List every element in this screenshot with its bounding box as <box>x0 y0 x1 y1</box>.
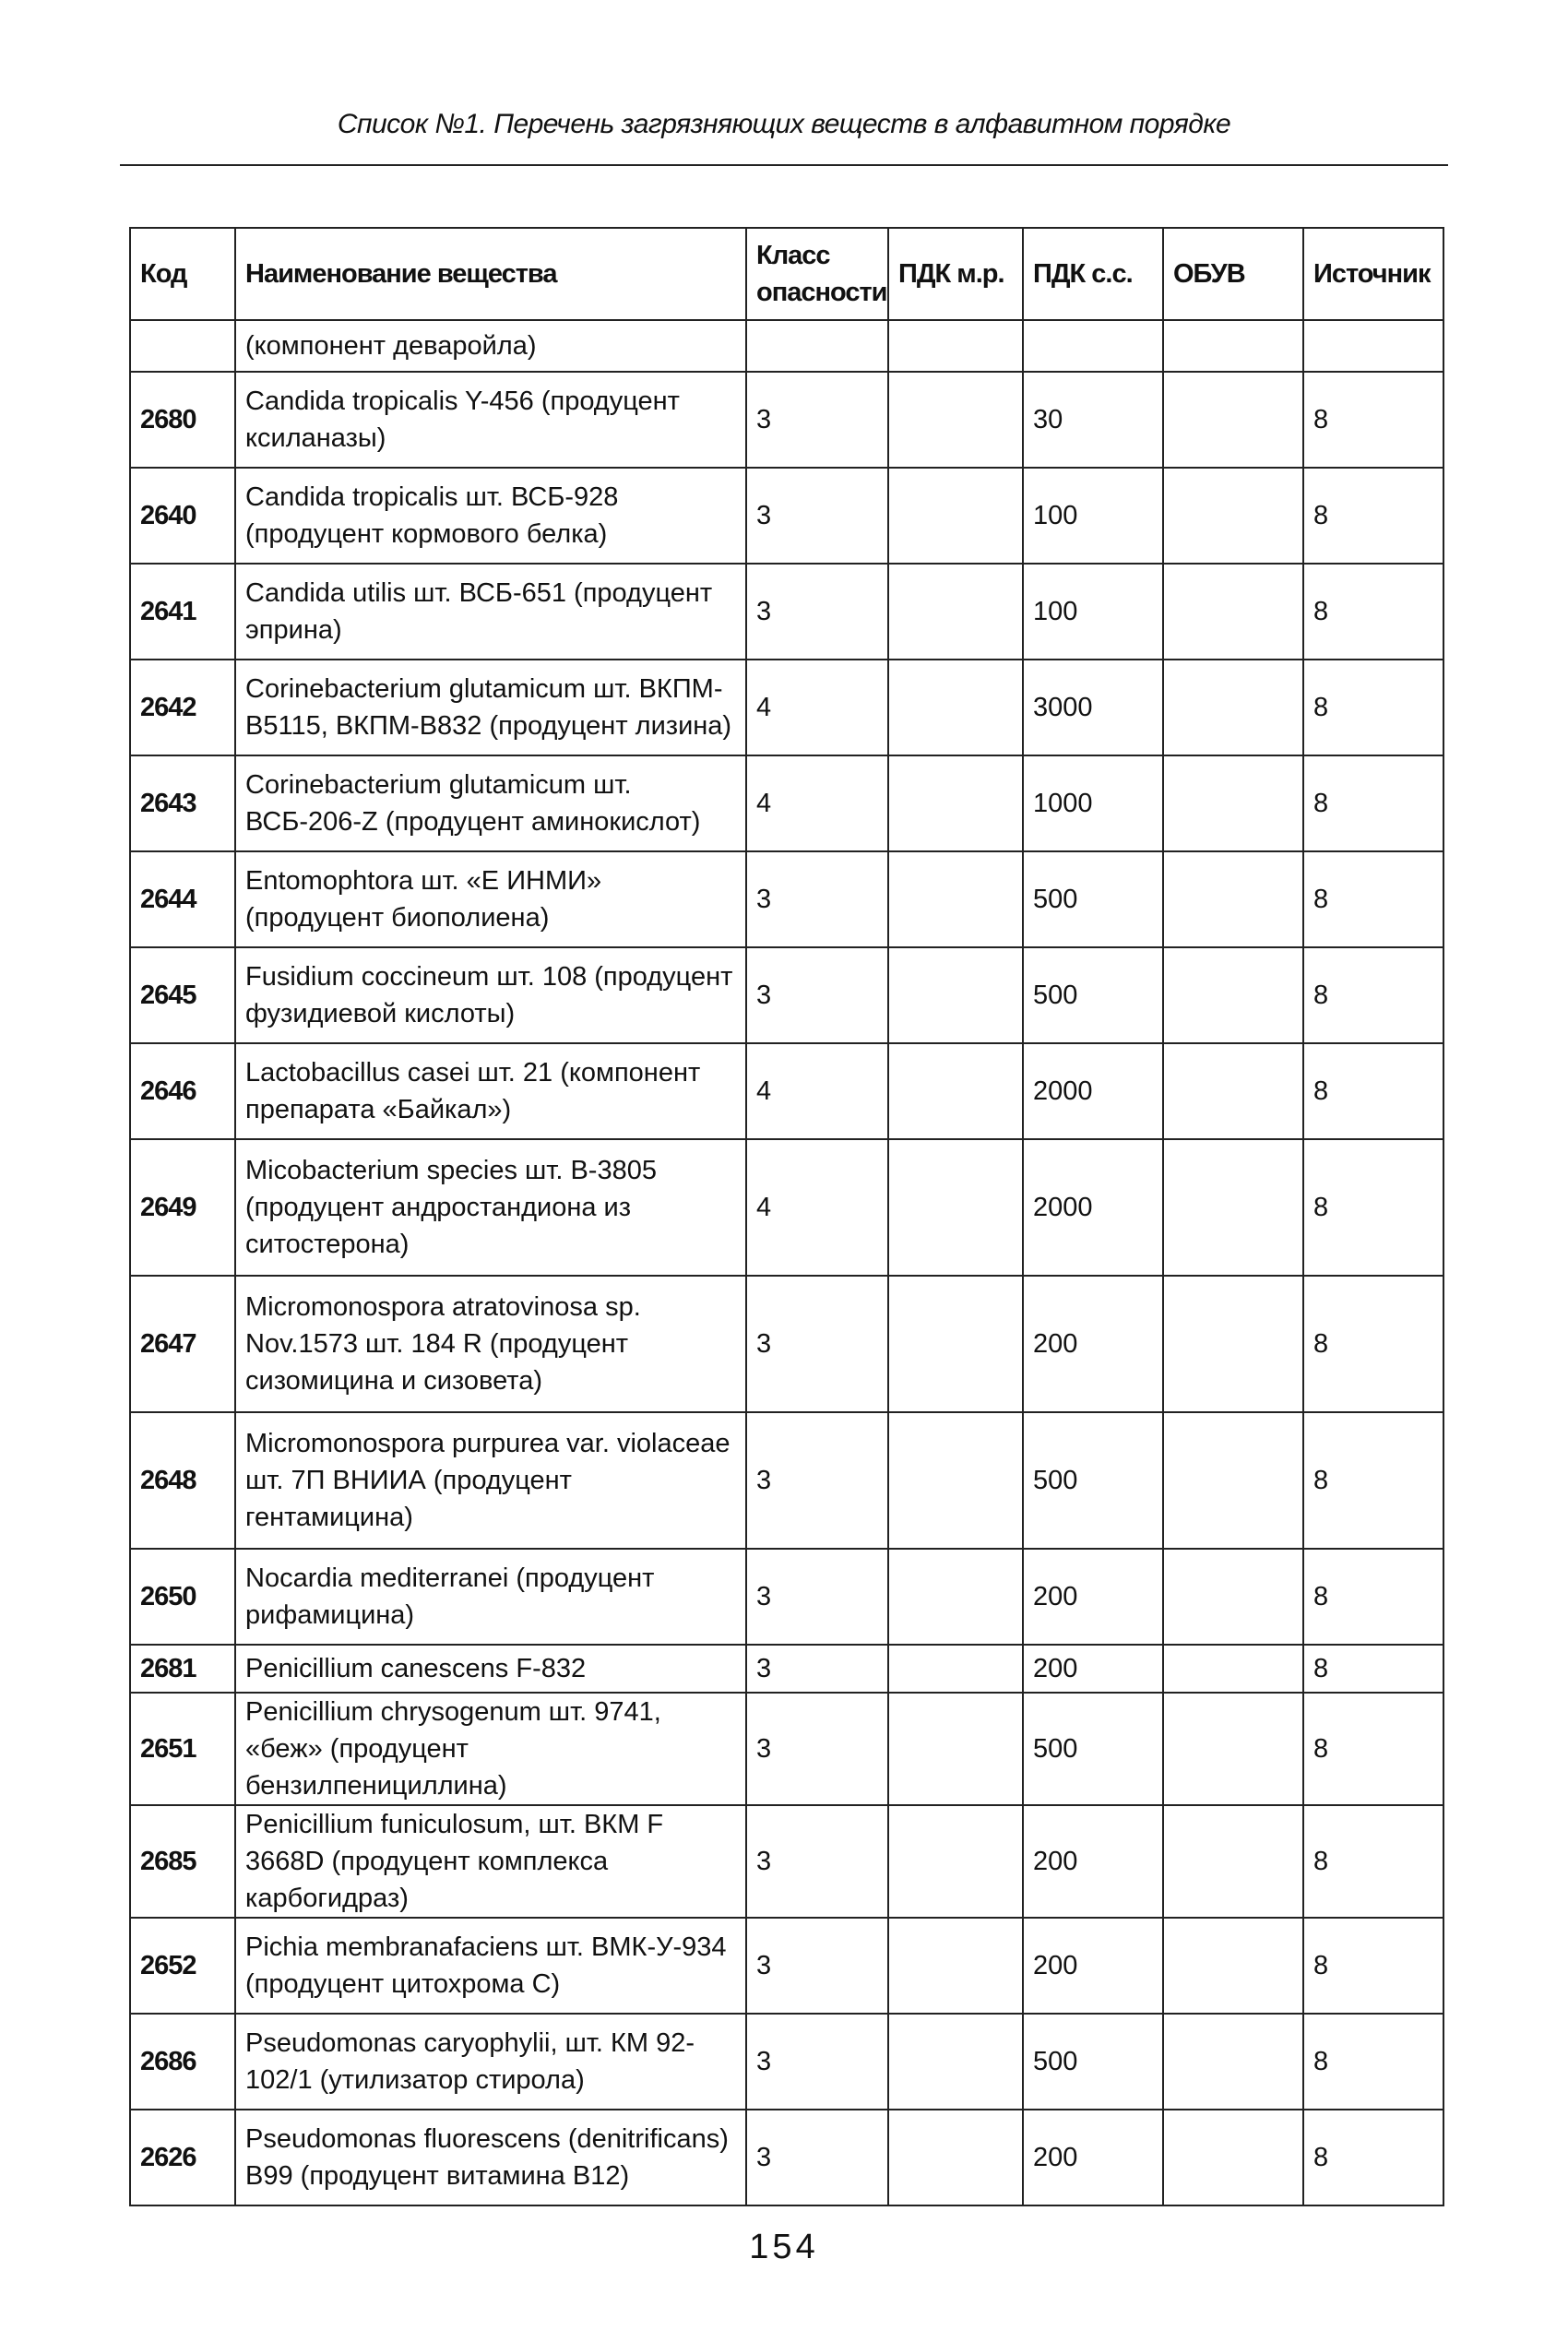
cell-pdk-ss: 200 <box>1023 1805 1163 1918</box>
cell-pdk-mr <box>888 1805 1023 1918</box>
cell-pdk-ss: 500 <box>1023 2014 1163 2110</box>
cell-pdk-ss: 500 <box>1023 1693 1163 1805</box>
cell-obuv <box>1163 1549 1303 1645</box>
cell-pdk-mr <box>888 1918 1023 2014</box>
cell-pdk-ss: 100 <box>1023 564 1163 660</box>
cell-pdk-mr <box>888 1043 1023 1139</box>
cell-obuv <box>1163 947 1303 1043</box>
cell-code: 2626 <box>130 2110 235 2205</box>
cell-pdk-mr <box>888 372 1023 468</box>
cell-obuv <box>1163 1693 1303 1805</box>
cell-hazard-class: 3 <box>746 1412 888 1549</box>
cell-source <box>1303 320 1443 372</box>
cell-source: 8 <box>1303 2110 1443 2205</box>
cell-obuv <box>1163 1805 1303 1918</box>
cell-name: Nocardia mediterranei (продуцент рифамицина) <box>235 1549 746 1645</box>
cell-hazard-class: 3 <box>746 2110 888 2205</box>
table-row <box>130 1805 1443 1918</box>
header-pdk-ss: ПДК с.с. <box>1023 228 1163 320</box>
table-row <box>130 1276 1443 1412</box>
cell-source: 8 <box>1303 755 1443 851</box>
cell-name: (компонент деваройла) <box>235 320 746 372</box>
cell-code <box>130 320 235 372</box>
cell-obuv <box>1163 372 1303 468</box>
header-pdk-mr: ПДК м.р. <box>888 228 1023 320</box>
cell-pdk-mr <box>888 1645 1023 1693</box>
cell-name: Penicillium funiculosum, шт. ВКМ F 3668D (продуцент комплекса карбогидраз) <box>235 1805 746 1918</box>
cell-pdk-mr <box>888 755 1023 851</box>
cell-source: 8 <box>1303 947 1443 1043</box>
cell-hazard-class: 3 <box>746 1549 888 1645</box>
cell-name: Candida tropicalis шт. ВСБ-928 (продуцент кормового белка) <box>235 468 746 564</box>
cell-name: Pichia membranafaciens шт. ВМК-У-934 (продуцент цитохрома С) <box>235 1918 746 2014</box>
cell-code: 2640 <box>130 468 235 564</box>
header-source: Источник <box>1303 228 1443 320</box>
cell-pdk-mr <box>888 564 1023 660</box>
cell-pdk-mr <box>888 1549 1023 1645</box>
table-row <box>130 1549 1443 1645</box>
cell-pdk-ss: 1000 <box>1023 755 1163 851</box>
cell-hazard-class: 3 <box>746 851 888 947</box>
cell-name: Penicillium chrysogenum шт. 9741, «беж» (продуцент бензилпенициллина) <box>235 1693 746 1805</box>
cell-pdk-ss: 30 <box>1023 372 1163 468</box>
cell-code: 2650 <box>130 1549 235 1645</box>
cell-pdk-ss: 500 <box>1023 1412 1163 1549</box>
cell-pdk-mr <box>888 947 1023 1043</box>
cell-hazard-class: 4 <box>746 1043 888 1139</box>
table-row <box>130 1043 1443 1139</box>
cell-source: 8 <box>1303 1276 1443 1412</box>
table-row <box>130 947 1443 1043</box>
cell-pdk-ss: 500 <box>1023 851 1163 947</box>
cell-code: 2646 <box>130 1043 235 1139</box>
cell-name: Micobacterium species шт. В-3805 (продуцент андростандиона из ситостерона) <box>235 1139 746 1276</box>
cell-name: Micromonospora atratovinosa sp. Nov.1573 шт. 184 R (продуцент сизомицина и сизовета) <box>235 1276 746 1412</box>
table-row <box>130 564 1443 660</box>
table-row <box>130 2110 1443 2205</box>
cell-pdk-ss: 100 <box>1023 468 1163 564</box>
cell-obuv <box>1163 1043 1303 1139</box>
cell-obuv <box>1163 1645 1303 1693</box>
cell-obuv <box>1163 564 1303 660</box>
table-row <box>130 1918 1443 2014</box>
table-row <box>130 2014 1443 2110</box>
cell-obuv <box>1163 851 1303 947</box>
table-row <box>130 1645 1443 1693</box>
page-number: 154 <box>749 2228 819 2266</box>
cell-code: 2685 <box>130 1805 235 1918</box>
table-row <box>130 1693 1443 1805</box>
cell-source: 8 <box>1303 1805 1443 1918</box>
cell-hazard-class: 3 <box>746 1918 888 2014</box>
cell-name: Pseudomonas caryophylii, шт. КМ 92-102/1 (утилизатор стирола) <box>235 2014 746 2110</box>
cell-code: 2645 <box>130 947 235 1043</box>
cell-pdk-mr <box>888 1412 1023 1549</box>
cell-hazard-class: 3 <box>746 372 888 468</box>
cell-name: Pseudomonas fluorescens (denitrificans) B99 (продуцент витамина B12) <box>235 2110 746 2205</box>
cell-pdk-ss: 200 <box>1023 1918 1163 2014</box>
table-row <box>130 468 1443 564</box>
cell-source: 8 <box>1303 372 1443 468</box>
table-row <box>130 1412 1443 1549</box>
cell-pdk-mr <box>888 1276 1023 1412</box>
cell-code: 2681 <box>130 1645 235 1693</box>
running-head: Список №1. Перечень загрязняющих веществ в алфавитном порядке <box>337 109 1231 139</box>
cell-source: 8 <box>1303 1918 1443 2014</box>
header-hazard-class: Класс опасности <box>746 228 888 320</box>
cell-pdk-ss <box>1023 320 1163 372</box>
cell-pdk-ss: 2000 <box>1023 1139 1163 1276</box>
cell-source: 8 <box>1303 564 1443 660</box>
cell-source: 8 <box>1303 468 1443 564</box>
substances-table <box>129 227 1444 2206</box>
table-row <box>130 660 1443 755</box>
cell-name: Micromonospora purpurea var. violaceae шт. 7П ВНИИА (продуцент гентамицина) <box>235 1412 746 1549</box>
cell-obuv <box>1163 1276 1303 1412</box>
cell-source: 8 <box>1303 2014 1443 2110</box>
table-row <box>130 755 1443 851</box>
cell-code: 2644 <box>130 851 235 947</box>
cell-pdk-mr <box>888 2014 1023 2110</box>
cell-source: 8 <box>1303 1043 1443 1139</box>
cell-hazard-class: 3 <box>746 1645 888 1693</box>
cell-pdk-mr <box>888 2110 1023 2205</box>
cell-code: 2642 <box>130 660 235 755</box>
cell-name: Lactobacillus casei шт. 21 (компонент препарата «Байкал») <box>235 1043 746 1139</box>
cell-hazard-class: 3 <box>746 564 888 660</box>
cell-pdk-ss: 2000 <box>1023 1043 1163 1139</box>
cell-source: 8 <box>1303 1645 1443 1693</box>
cell-name: Corinebacterium glutamicum шт. ВКПМ-В5115, ВКПМ-В832 (продуцент лизина) <box>235 660 746 755</box>
cell-code: 2686 <box>130 2014 235 2110</box>
cell-source: 8 <box>1303 660 1443 755</box>
cell-hazard-class: 4 <box>746 660 888 755</box>
cell-code: 2643 <box>130 755 235 851</box>
cell-obuv <box>1163 660 1303 755</box>
cell-obuv <box>1163 2110 1303 2205</box>
table-header-row <box>130 228 1443 320</box>
cell-name: Corinebacterium glutamicum шт. ВСБ-206-Z (продуцент аминокислот) <box>235 755 746 851</box>
table-row <box>130 851 1443 947</box>
cell-hazard-class: 4 <box>746 1139 888 1276</box>
cell-name: Fusidium coccineum шт. 108 (продуцент фузидиевой кислоты) <box>235 947 746 1043</box>
cell-obuv <box>1163 320 1303 372</box>
cell-code: 2647 <box>130 1276 235 1412</box>
cell-pdk-ss: 200 <box>1023 2110 1163 2205</box>
cell-hazard-class: 3 <box>746 1276 888 1412</box>
cell-hazard-class: 3 <box>746 1805 888 1918</box>
cell-pdk-mr <box>888 1693 1023 1805</box>
cell-obuv <box>1163 755 1303 851</box>
cell-source: 8 <box>1303 1412 1443 1549</box>
cell-obuv <box>1163 1139 1303 1276</box>
cell-hazard-class: 3 <box>746 947 888 1043</box>
header-name: Наименование вещества <box>235 228 746 320</box>
cell-hazard-class: 3 <box>746 468 888 564</box>
cell-obuv <box>1163 1412 1303 1549</box>
cell-code: 2648 <box>130 1412 235 1549</box>
cell-hazard-class <box>746 320 888 372</box>
cell-name: Candida tropicalis Y-456 (продуцент ксиланазы) <box>235 372 746 468</box>
header-rule <box>120 164 1448 166</box>
cell-hazard-class: 3 <box>746 1693 888 1805</box>
cell-pdk-mr <box>888 660 1023 755</box>
cell-pdk-ss: 3000 <box>1023 660 1163 755</box>
cell-pdk-mr <box>888 468 1023 564</box>
cell-pdk-mr <box>888 320 1023 372</box>
cell-code: 2641 <box>130 564 235 660</box>
header-obuv: ОБУВ <box>1163 228 1303 320</box>
cell-code: 2649 <box>130 1139 235 1276</box>
cell-hazard-class: 3 <box>746 2014 888 2110</box>
cell-source: 8 <box>1303 1693 1443 1805</box>
cell-code: 2652 <box>130 1918 235 2014</box>
table-row <box>130 372 1443 468</box>
cell-obuv <box>1163 2014 1303 2110</box>
cell-name: Penicillium canescens F-832 <box>235 1645 746 1693</box>
cell-pdk-ss: 200 <box>1023 1645 1163 1693</box>
cell-source: 8 <box>1303 1549 1443 1645</box>
cell-pdk-ss: 500 <box>1023 947 1163 1043</box>
cell-code: 2651 <box>130 1693 235 1805</box>
cell-name: Candida utilis шт. ВСБ-651 (продуцент эприна) <box>235 564 746 660</box>
table-row <box>130 320 1443 372</box>
cell-obuv <box>1163 1918 1303 2014</box>
cell-code: 2680 <box>130 372 235 468</box>
cell-pdk-ss: 200 <box>1023 1276 1163 1412</box>
cell-pdk-ss: 200 <box>1023 1549 1163 1645</box>
cell-pdk-mr <box>888 1139 1023 1276</box>
cell-source: 8 <box>1303 851 1443 947</box>
cell-hazard-class: 4 <box>746 755 888 851</box>
cell-pdk-mr <box>888 851 1023 947</box>
cell-obuv <box>1163 468 1303 564</box>
cell-source: 8 <box>1303 1139 1443 1276</box>
table-row <box>130 1139 1443 1276</box>
header-code: Код <box>130 228 235 320</box>
cell-name: Entomophtora шт. «Е ИНМИ» (продуцент биополиена) <box>235 851 746 947</box>
